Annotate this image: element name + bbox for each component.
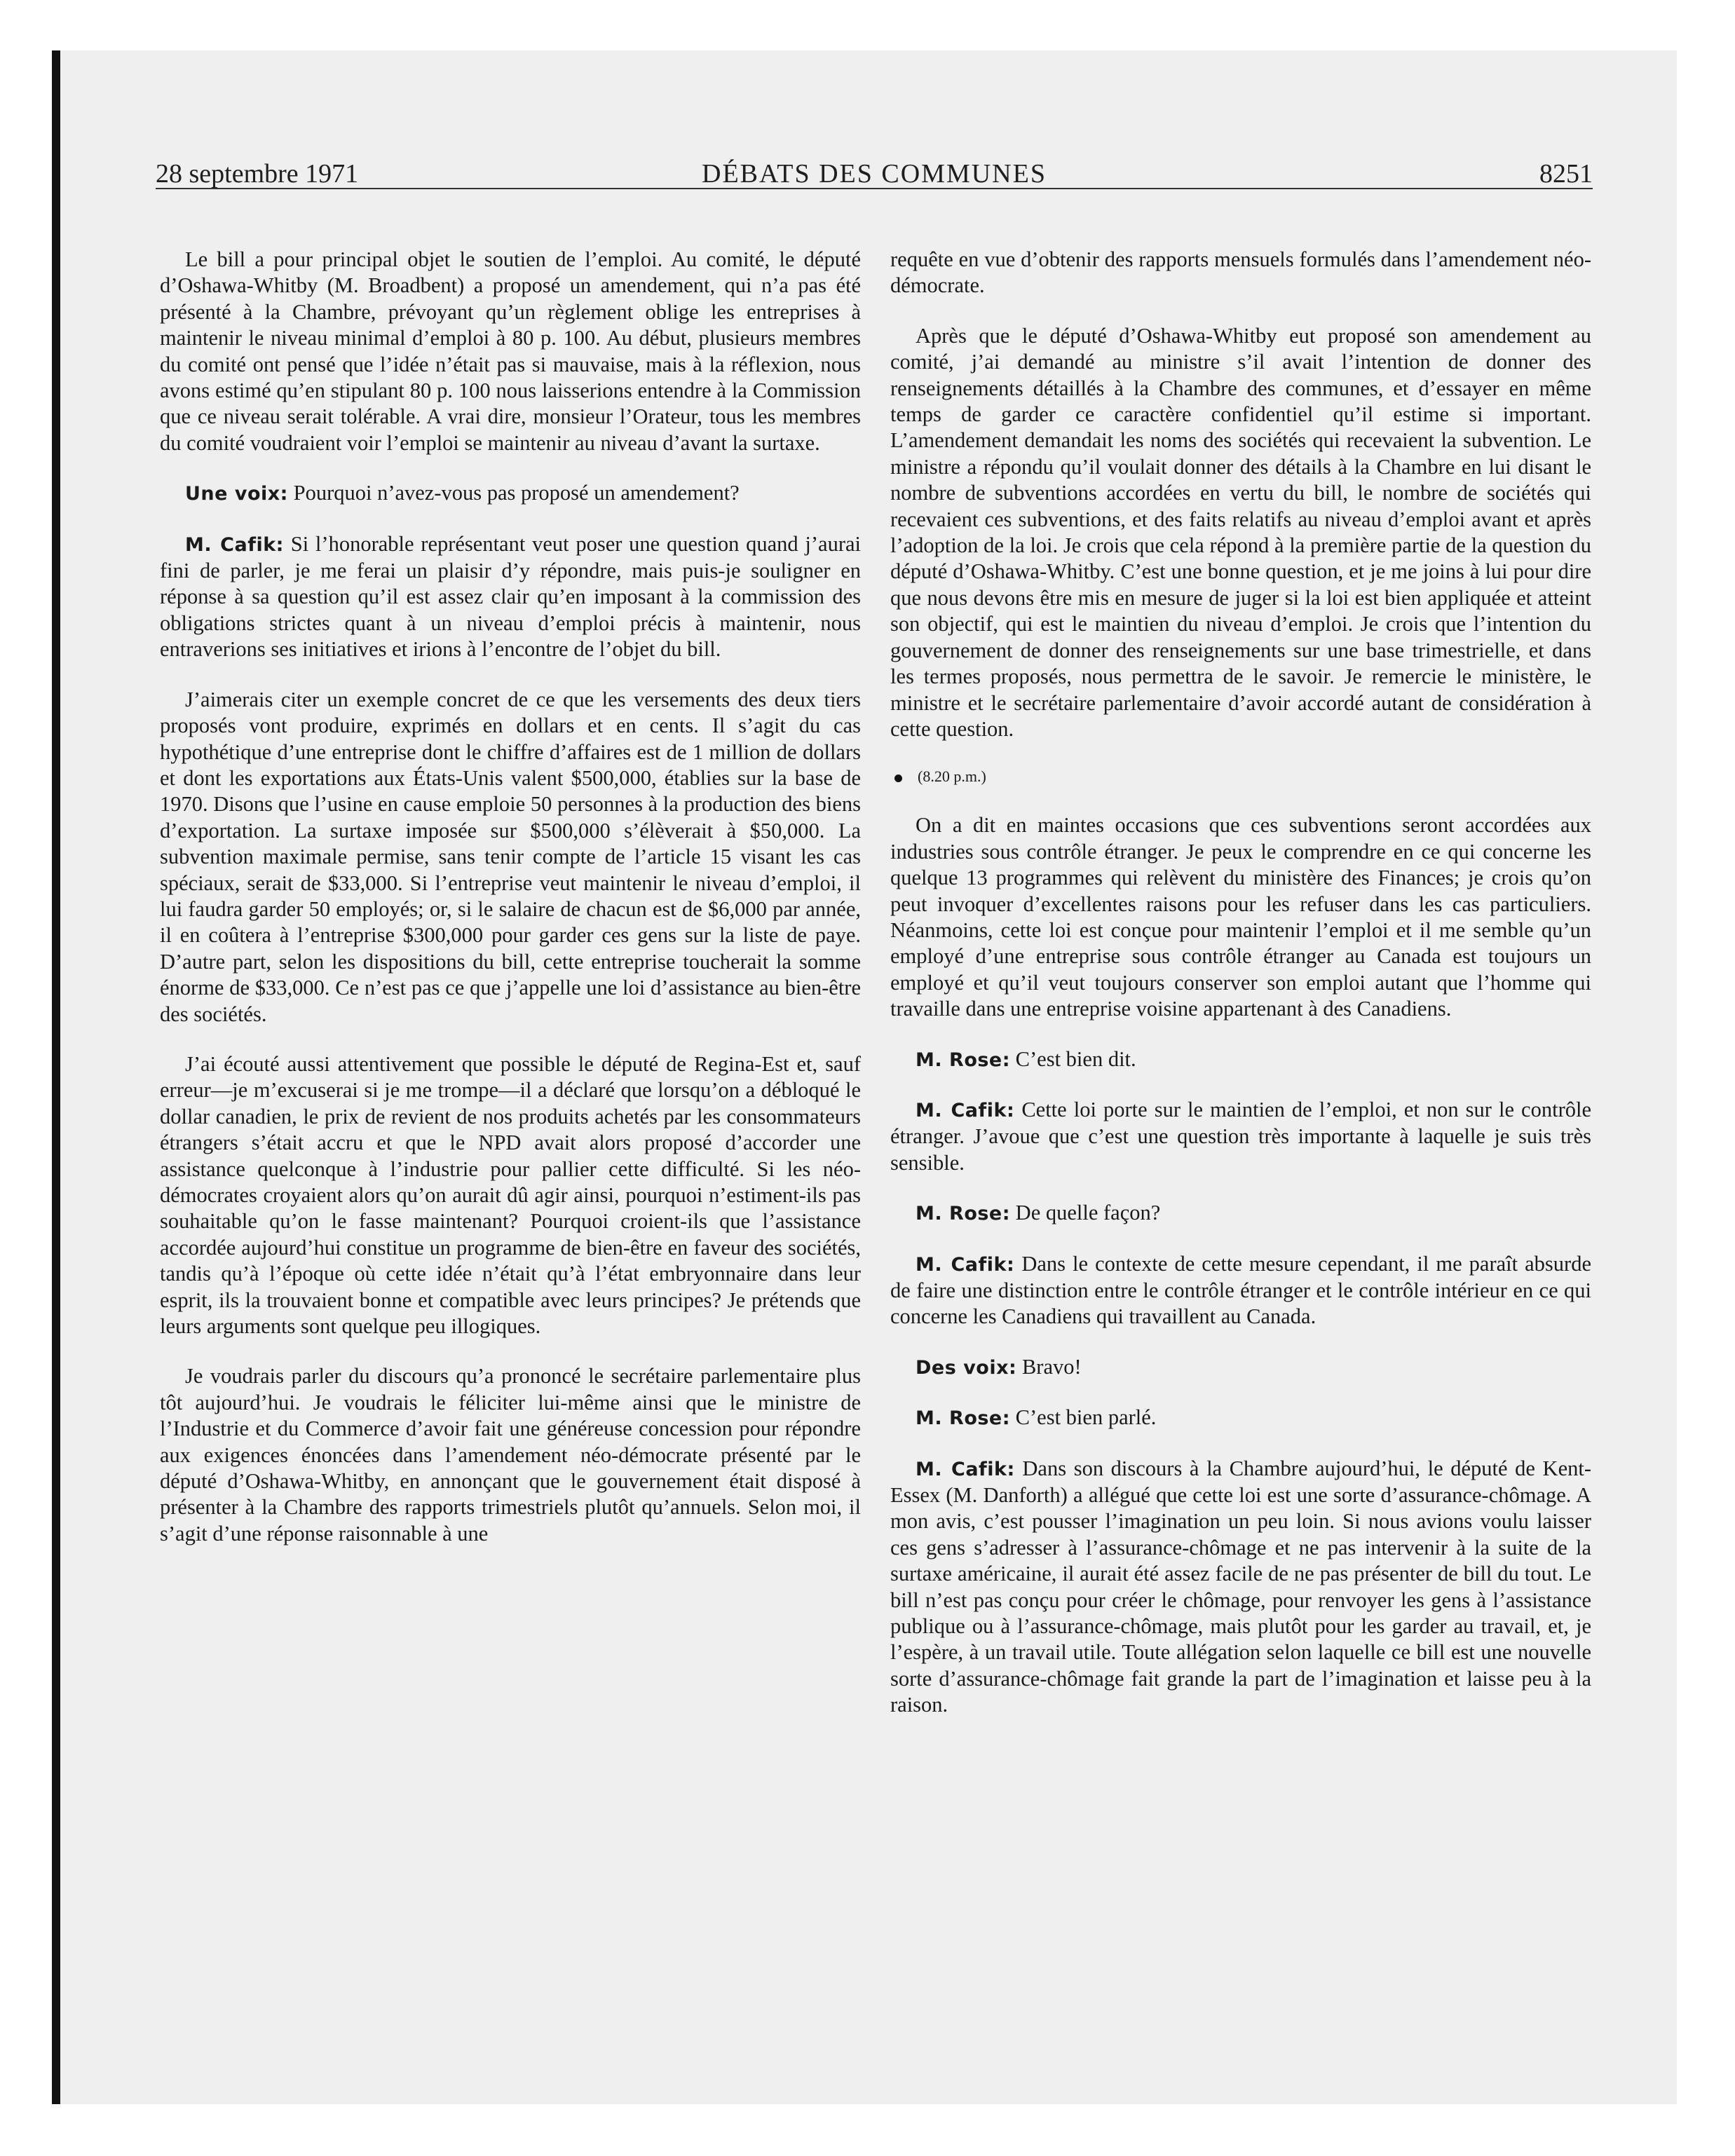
page-header bbox=[156, 158, 1593, 189]
paragraph: Je voudrais parler du discours qu’a prononcé le secrétaire parlementaire plus tôt aujourd’hui. Je voudrais le féliciter lui-même ainsi que le ministre de l’Industrie et du Commerce d’avoir fait une généreuse concession pour répondre aux exigences énoncées dans l’amendement néo-démocrate présenté par le député d’Oshawa-Whitby, en annonçant que le gouvernement était disposé à présenter à la Chambre des rapports trimestriels plutôt qu’annuels. Selon moi, il s’agit d’une réponse raisonnable à une bbox=[160, 1364, 861, 1546]
timestamp-text: (8.20 p.m.) bbox=[918, 767, 986, 786]
speech-paragraph bbox=[160, 480, 861, 507]
speaker-name: M. Rose: bbox=[916, 1203, 1011, 1225]
speech-paragraph bbox=[890, 1200, 1591, 1227]
paragraph: Après que le député d’Oshawa-Whitby eut proposé son amendement au comité, j’ai demandé au ministre s’il avait l’intention de donner des renseignements détaillés à la Chambre des communes, et d’essayer en même temps de garder ce caractère confidentiel qu’il estime si important. L’amendement demandait les noms des sociétés qui recevaient la subvention. Le ministre a répondu qu’il voulait donner des détails à la Chambre en lui disant le nombre de subventions accordées en vertu du bill, le nombre de sociétés qui recevaient ces subventions, et des faits relatifs au niveau d’emploi avant et après l’adoption de la loi. Je crois que cela répond à la première partie de la question du député d’Oshawa-Whitby. C’est une bonne question, et je me joins à lui pour dire que nous devons être mis en mesure de juger si la loi est bien appliquée et atteint son objectif, qui est le maintien du niveau d’emploi. Je crois que l’intention du gouvernement de donner des renseignements sur une base trimestrielle, et dans les termes proposés, nous permettra de le savoir. Je remercie le ministère, le ministre et le secrétaire parlementaire d’avoir accordé autant de considération à cette question. bbox=[890, 323, 1591, 741]
speech-text: Bravo! bbox=[1021, 1354, 1082, 1379]
speaker-name: M. Cafik: bbox=[185, 533, 284, 556]
speech-paragraph bbox=[890, 1097, 1591, 1176]
speaker-name: Une voix: bbox=[185, 483, 288, 505]
paragraph: J’aimerais citer un exemple concret de ce que les versements des deux tiers proposés vont produire, exprimés en dollars et en cents. Il s’agit du cas hypothétique d’une entreprise dont le chiffre d’affaires est de 1 million de dollars et dont les exportations aux États-Unis valent $500,000, établies sur la base de 1970. Disons que l’usine en cause emploie 50 personnes à la production des biens d’exportation. La surtaxe imposée sur $500,000 s’élèverait à $50,000. La subvention maximale permise, sans tenir compte de l’article 15 visant les cas spéciaux, serait de $33,000. Si l’entreprise veut maintenir le niveau d’emploi, il lui faudra garder 50 employés; or, si le salaire de chacun est de $6,000 par année, il en coûtera à l’entreprise $300,000 pour garder ces gens sur la liste de paye. D’autre part, selon les dispositions du bill, cette entreprise toucherait la somme énorme de $33,000. Ce n’est pas ce que j’appelle une loi d’assistance au bien-être des sociétés. bbox=[160, 687, 861, 1026]
bullet-icon bbox=[894, 775, 902, 782]
speech-text: C’est bien parlé. bbox=[1015, 1405, 1157, 1430]
speech-text: Cette loi porte sur le maintien de l’emploi, et non sur le contrôle étranger. J’avoue que c’est une question très importante à laquelle je suis très sensible. bbox=[890, 1097, 1591, 1175]
speech-text: Dans son discours à la Chambre aujourd’hui, le député de Kent-Essex (M. Danforth) a allégué que cette loi est une sorte d’assurance-chômage. A mon avis, c’est pousser l’imagination un peu loin. Si nous avions voulu laisser ces gens s’adresser à l’assurance-chômage et ne pas intervenir à la suite de la surtaxe américaine, il aurait été assez facile de ne pas présenter de bill du tout. Le bill n’est pas conçu pour créer le chômage, pour renvoyer les gens à l’assistance publique ou à l’assurance-chômage, mais plutôt pour les garder au travail, et, je l’espère, à un travail utile. Toute allégation selon laquelle ce bill est une nouvelle sorte d’assurance-chômage fait grande la part de l’imagination et laisse peu à la raison. bbox=[890, 1456, 1591, 1717]
paragraph: On a dit en maintes occasions que ces subventions seront accordées aux industries sous contrôle étranger. Je peux le comprendre en ce qui concerne les quelque 13 programmes qui relèvent du ministère des Finances; je crois qu’on peut invoquer d’excellentes raisons pour les refuser dans les cas particuliers. Néanmoins, cette loi est conçue pour maintenir l’emploi et il me semble qu’un employé d’une entreprise sous contrôle étranger au Canada est toujours un employé et qu’il veut toujours conserver son emploi autant que l’homme qui travaille dans une entreprise voisine appartenant à des Canadiens. bbox=[890, 813, 1591, 1021]
paragraph: requête en vue d’obtenir des rapports mensuels formulés dans l’amendement néo-démocrate. bbox=[890, 247, 1591, 298]
speaker-name: M. Cafik: bbox=[916, 1458, 1015, 1480]
speaker-name: M. Rose: bbox=[916, 1407, 1011, 1430]
speech-paragraph bbox=[160, 531, 861, 663]
speech-text: Pourquoi n’avez-vous pas proposé un amendement? bbox=[293, 481, 740, 505]
speech-text: De quelle façon? bbox=[1015, 1201, 1161, 1225]
speaker-name: M. Cafik: bbox=[916, 1099, 1015, 1121]
speech-text: Dans le contexte de cette mesure cependant, il me paraît absurde de faire une distinction entre le contrôle étranger et le contrôle intérieur en ce qui concerne les Canadiens qui travaillent au Canada. bbox=[890, 1251, 1591, 1329]
speech-paragraph bbox=[890, 1456, 1591, 1719]
speech-text: C’est bien dit. bbox=[1015, 1046, 1136, 1071]
speaker-name: Des voix: bbox=[916, 1356, 1017, 1379]
header-title: DÉBATS DES COMMUNES bbox=[702, 159, 1047, 189]
paragraph: Le bill a pour principal objet le soutien de l’emploi. Au comité, le député d’Oshawa-Whitby (M. Broadbent) a proposé un amendement, qui n’a pas été présenté à la Chambre, prévoyant qu’un règlement oblige les entreprises à maintenir le niveau minimal d’emploi à 80 p. 100. Au début, plusieurs membres du comité ont pensé que l’idée n’était pas si mauvaise, mais à la réflexion, nous avons estimé qu’en stipulant 80 p. 100 nous laisserions entendre à la Commission que ce niveau serait tolérable. A vrai dire, monsieur l’Orateur, tous les membres du comité voudraient voir l’emploi se maintenir au niveau d’avant la surtaxe. bbox=[160, 247, 861, 455]
speaker-name: M. Cafik: bbox=[916, 1253, 1015, 1276]
paragraph: J’ai écouté aussi attentivement que possible le député de Regina-Est et, sauf erreur—je m’excuserai si je me trompe—il a déclaré que lorsqu’on a débloqué le dollar canadien, le prix de revient de nos produits achetés par les consommateurs étrangers s’était accru et que le NPD avait alors proposé d’accorder une assistance quelconque à l’industrie pour pallier cette difficulté. Si les néo-démocrates croyaient alors qu’on aurait dû agir ainsi, pourquoi n’estiment-ils pas souhaitable qu’on le fasse maintenant? Pourquoi croient-ils que l’assistance accordée aujourd’hui constitue un programme de bien-être en faveur des sociétés, tandis qu’à l’époque où cette idée n’était qu’à l’état embryonnaire dans leur esprit, ils la trouvaient bonne et compatible avec leurs principes? Je prétends que leurs arguments sont quelque peu illogiques. bbox=[160, 1051, 861, 1339]
speech-paragraph bbox=[890, 1405, 1591, 1431]
speech-paragraph bbox=[890, 1046, 1591, 1073]
speech-paragraph bbox=[890, 1354, 1591, 1381]
page-number: 8251 bbox=[1539, 159, 1593, 189]
timestamp bbox=[894, 766, 1591, 787]
speech-text: Si l’honorable représentant veut poser une question quand j’aurai fini de parler, je me ferai un plaisir d’y répondre, mais puis-je souligner en réponse à sa question qu’il est assez clair qu’en imposant à la commission des obligations strictes quant à un niveau d’emploi précis à maintenir, nous entraverions ses initiatives et irions à l’encontre de l’objet du bill. bbox=[160, 531, 861, 662]
left-column bbox=[160, 247, 861, 1571]
speech-paragraph bbox=[890, 1251, 1591, 1330]
speaker-name: M. Rose: bbox=[916, 1049, 1011, 1071]
header-date: 28 septembre 1971 bbox=[156, 159, 359, 189]
scan-border bbox=[52, 50, 60, 2104]
right-column bbox=[890, 247, 1591, 1742]
